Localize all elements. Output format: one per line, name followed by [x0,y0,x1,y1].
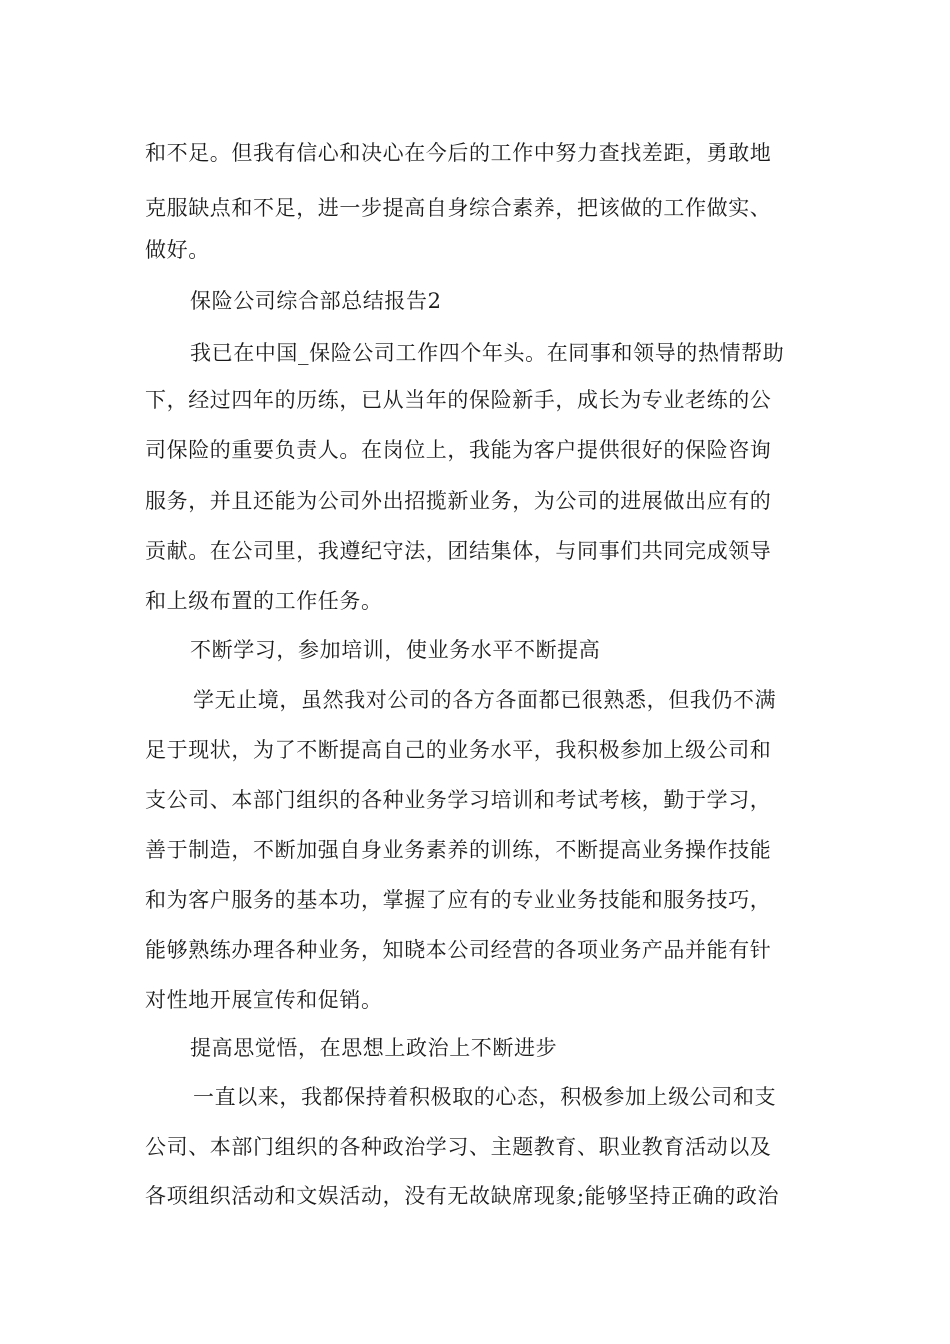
paragraph-line: 我已在中国_保险公司工作四个年头。在同事和领导的热情帮助 [190,341,785,365]
section-heading: 提高思觉悟，在思想上政治上不断进步 [190,1036,558,1060]
paragraph-line: 公司、本部门组织的各种政治学习、主题教育、职业教育活动以及 [145,1135,772,1159]
paragraph-line: 服务，并且还能为公司外出招揽新业务，为公司的进展做出应有的 [145,489,772,513]
paragraph-line: 和不足。但我有信心和决心在今后的工作中努力查找差距，勇敢地 [145,141,772,165]
section-heading: 不断学习，参加培训，使业务水平不断提高 [190,638,601,662]
paragraph-line: 支公司、本部门组织的各种业务学习培训和考试考核，勤于学习， [145,788,772,812]
paragraph-line: 贡献。在公司里，我遵纪守法，团结集体，与同事们共同完成领导 [145,539,772,563]
paragraph-line: 做好。 [145,238,210,262]
paragraph-line: 各项组织活动和文娱活动，没有无故缺席现象;能够坚持正确的政治 [145,1184,780,1208]
paragraph-line: 司保险的重要负责人。在岗位上，我能为客户提供很好的保险咨询 [145,438,772,462]
paragraph-line: 足于现状，为了不断提高自己的业务水平，我积极参加上级公司和 [145,738,772,762]
paragraph-line: 克服缺点和不足，进一步提高自身综合素养，把该做的工作做实、 [145,196,772,220]
paragraph-line: 和上级布置的工作任务。 [145,589,383,613]
paragraph-line: 对性地开展宣传和促销。 [145,988,383,1012]
paragraph-line: 和为客户服务的基本功，掌握了应有的专业业务技能和服务技巧， [145,888,772,912]
section-heading: 保险公司综合部总结报告2 [190,289,442,313]
paragraph-line: 学无止境，虽然我对公司的各方各面都已很熟悉，但我仍不满 [193,688,777,712]
paragraph-line: 善于制造，不断加强自身业务素养的训练，不断提高业务操作技能 [145,838,772,862]
paragraph-line: 能够熟练办理各种业务，知晓本公司经营的各项业务产品并能有针 [145,938,772,962]
paragraph-line: 一直以来，我都保持着积极取的心态，积极参加上级公司和支 [193,1085,777,1109]
paragraph-line: 下，经过四年的历练，已从当年的保险新手，成长为专业老练的公 [145,388,772,412]
